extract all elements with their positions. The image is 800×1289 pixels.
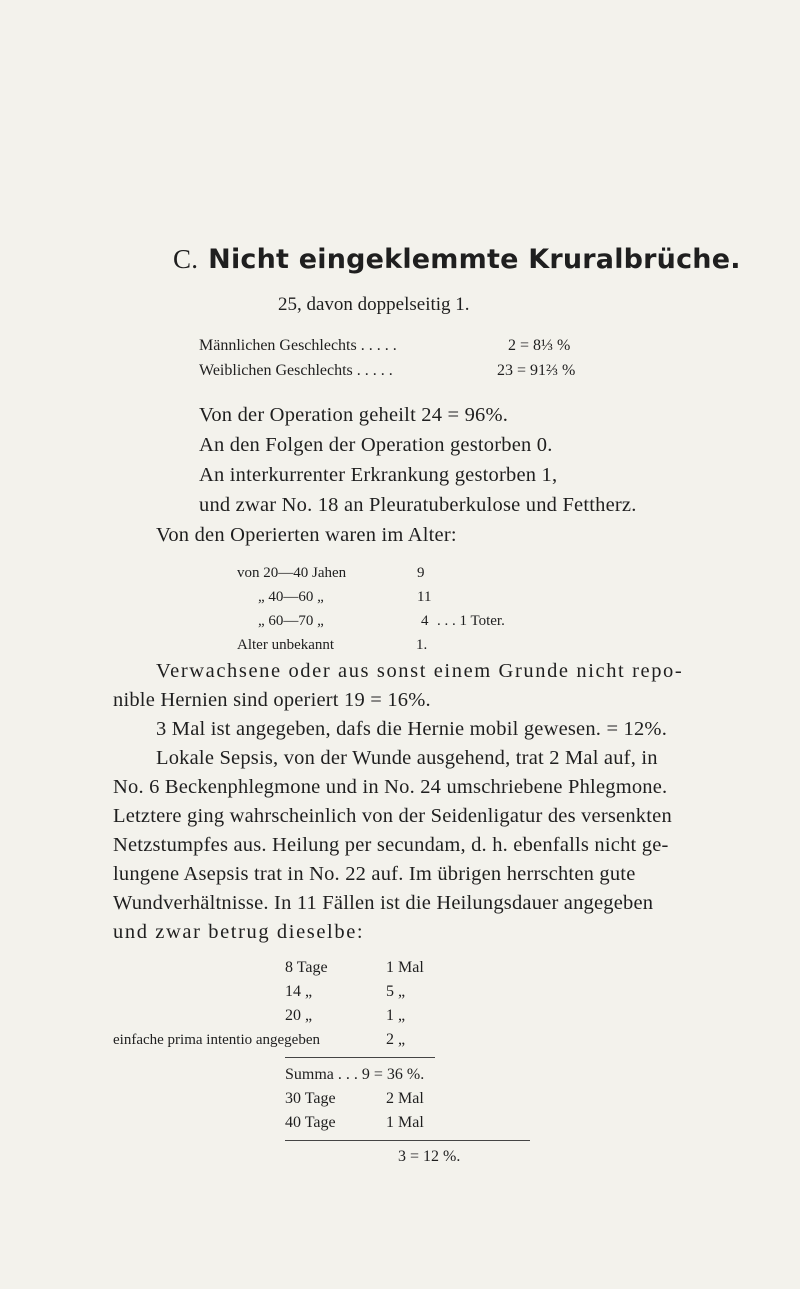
result-line: und zwar No. 18 an Pleuratuberkulose und Fettherz.	[199, 494, 637, 516]
result-line: An interkurrenter Erkrankung gestorben 1,	[199, 464, 558, 486]
duration-label: 8 Tage	[285, 959, 328, 976]
duration-label: einfache prima intentio angegeben	[113, 1032, 320, 1048]
result-line: Von den Operierten waren im Alter:	[156, 524, 457, 546]
age-note: . . . 1 Toter.	[437, 613, 505, 629]
total-rule	[285, 1140, 530, 1141]
sum-rule	[285, 1057, 435, 1058]
gender-value-female: 23 = 91⅔ %	[497, 362, 576, 379]
total-line: 3 = 12 %.	[398, 1148, 461, 1165]
age-value: 11	[417, 589, 432, 605]
paragraph-line: Wundverhältnisse. In 11 Fällen ist die Heilungsdauer angegeben	[113, 892, 654, 914]
paragraph-line: Verwachsene oder aus sonst einem Grunde nicht repo-	[156, 660, 684, 682]
gender-label-female: Weiblichen Geschlechts . . . . .	[199, 362, 393, 379]
paragraph-line: 3 Mal ist angegeben, dafs die Hernie mobil gewesen. = 12%.	[156, 718, 668, 740]
paragraph-line: No. 6 Beckenphlegmone und in No. 24 umschriebene Phlegmone.	[113, 776, 668, 798]
paragraph-line: Lokale Sepsis, von der Wunde ausgehend, trat 2 Mal auf, in	[156, 747, 658, 769]
duration-label: 20 „	[285, 1007, 313, 1024]
count-line: 25, davon doppelseitig 1.	[278, 294, 470, 315]
age-label: Alter unbekannt	[237, 637, 335, 653]
duration-value: 1 „	[386, 1007, 406, 1024]
duration-value: 2 Mal	[386, 1090, 424, 1107]
result-line: An den Folgen der Operation gestorben 0.	[199, 434, 553, 456]
paragraph-line: Netzstumpfes aus. Heilung per secundam, d. h. ebenfalls nicht ge-	[113, 834, 669, 856]
duration-value: 2 „	[386, 1031, 406, 1048]
age-value: 9	[417, 565, 425, 581]
gender-label-male: Männlichen Geschlechts . . . . .	[199, 337, 397, 354]
paragraph-line: lungene Asepsis trat in No. 22 auf. Im übrigen herrschten gute	[113, 863, 636, 885]
section-letter: C.	[173, 244, 199, 274]
age-value: 1.	[416, 637, 428, 653]
section-title: Nicht eingeklemmte Kruralbrüche.	[208, 244, 741, 275]
gender-value-male: 2 = 8⅓ %	[508, 337, 571, 354]
paragraph-line: Letztere ging wahrscheinlich von der Seidenligatur des versenkten	[113, 805, 672, 827]
duration-label: 14 „	[285, 983, 313, 1000]
summa-line: Summa . . . 9 = 36 %.	[285, 1066, 425, 1083]
duration-value: 1 Mal	[386, 1114, 424, 1131]
age-label: „ 40—60 „	[258, 589, 324, 605]
section-heading	[173, 244, 741, 275]
age-label: von 20—40 Jahen	[237, 565, 347, 581]
paragraph-line: und zwar betrug dieselbe:	[113, 921, 365, 943]
duration-value: 1 Mal	[386, 959, 424, 976]
result-line: Von der Operation geheilt 24 = 96%.	[199, 404, 509, 426]
duration-label: 30 Tage	[285, 1090, 336, 1107]
duration-label: 40 Tage	[285, 1114, 336, 1131]
age-label: „ 60—70 „	[258, 613, 324, 629]
duration-value: 5 „	[386, 983, 406, 1000]
paragraph-line: nible Hernien sind operiert 19 = 16%.	[113, 689, 431, 711]
age-value: 4	[421, 613, 429, 629]
